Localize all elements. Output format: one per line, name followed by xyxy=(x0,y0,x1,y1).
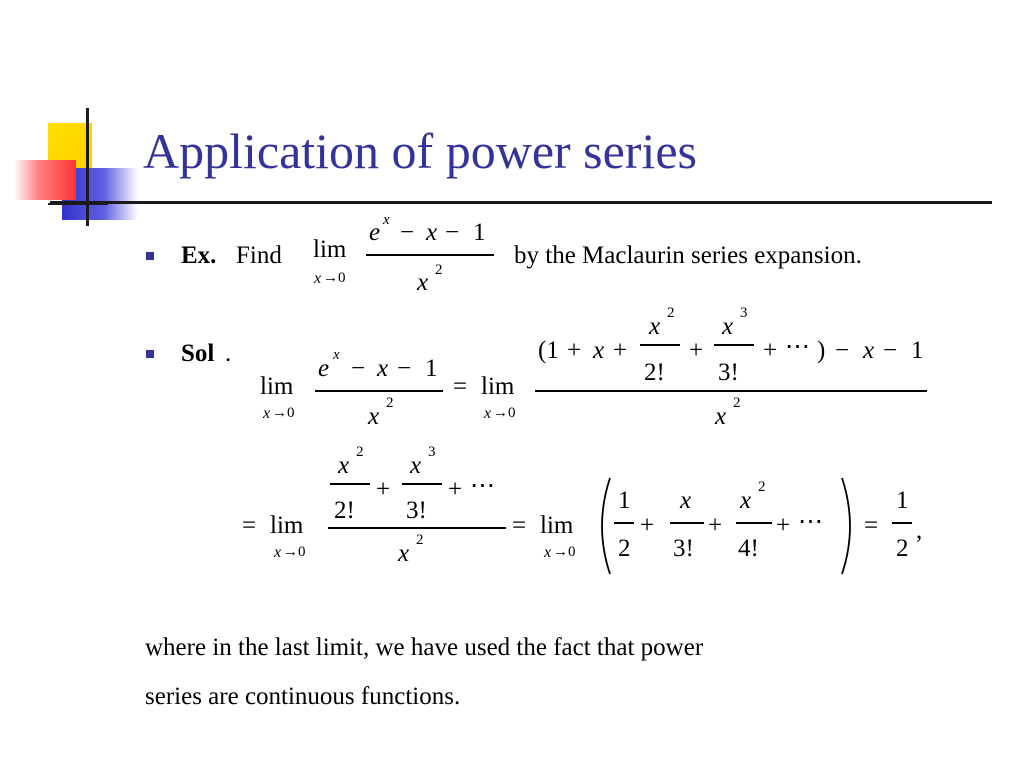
equals-sign: = xyxy=(512,512,527,539)
lim-subscript-arrow: →0 xyxy=(493,405,516,421)
numerator-one: 1 xyxy=(473,219,486,246)
term-x-squared: x xyxy=(338,452,350,479)
lim-subscript-x: x xyxy=(544,544,552,561)
plus-sign: + xyxy=(613,337,628,364)
numerator-minus-2: − xyxy=(445,219,460,246)
half-denominator: 2 xyxy=(618,535,631,562)
lim-subscript-arrow: →0 xyxy=(553,544,576,560)
left-big-paren xyxy=(592,476,614,576)
equals-sign: = xyxy=(864,512,879,539)
lim-text: lim xyxy=(260,373,294,400)
ellipsis: ⋯ xyxy=(470,472,495,499)
exp-two: 2 xyxy=(356,444,364,460)
plus-sign: + xyxy=(708,512,723,539)
ellipsis: ⋯ xyxy=(798,508,823,535)
fraction-bar xyxy=(670,522,704,524)
minus-sign: − xyxy=(835,337,850,364)
plus-sign: + xyxy=(376,476,391,503)
lim-subscript-x: x xyxy=(263,405,271,422)
note-line-2: series are continuous functions. xyxy=(145,683,461,710)
term-one: 1 xyxy=(911,337,924,364)
numerator-minus-1: − xyxy=(400,219,415,246)
close-paren: ) xyxy=(817,337,826,364)
fraction-bar-main xyxy=(328,527,506,529)
term-x: x xyxy=(863,337,875,364)
numerator-minus-2: − xyxy=(397,355,412,382)
term-x-cubed: x xyxy=(722,313,734,340)
example-find-text: Find xyxy=(236,242,282,269)
exp-two: 2 xyxy=(758,479,766,495)
bullet-solution xyxy=(146,350,154,358)
lim-text: lim xyxy=(313,236,347,263)
decor-logo xyxy=(14,108,144,228)
lim-text: lim xyxy=(481,373,515,400)
term-x-squared: x xyxy=(649,313,661,340)
fraction-bar xyxy=(402,483,442,485)
plus-sign: + xyxy=(776,512,791,539)
example-label: Ex. xyxy=(181,242,217,269)
lim-subscript-arrow: →0 xyxy=(283,544,306,560)
result-denominator: 2 xyxy=(896,535,909,562)
numerator-one: 1 xyxy=(425,355,438,382)
plus-sign: + xyxy=(567,337,582,364)
factorial-three: 3! xyxy=(406,497,427,524)
term-x: x xyxy=(593,337,605,364)
denominator-exp: 2 xyxy=(435,262,443,278)
fraction-bar xyxy=(614,522,634,524)
half-numerator: 1 xyxy=(618,487,631,514)
plus-sign: + xyxy=(689,337,704,364)
numerator-exp-x: x xyxy=(383,212,390,228)
lim-text: lim xyxy=(540,512,574,539)
numerator-x: x xyxy=(377,355,389,382)
lim-subscript-arrow: →0 xyxy=(323,270,346,286)
result-fraction-bar xyxy=(892,522,912,524)
equation-line-1 xyxy=(255,300,945,440)
denominator-exp: 2 xyxy=(416,532,424,548)
example-suffix-text: by the Maclaurin series expansion. xyxy=(514,242,862,269)
numerator-e: e xyxy=(369,219,381,246)
equals-sign: = xyxy=(242,512,257,539)
denominator-exp: 2 xyxy=(733,395,741,411)
fraction-bar xyxy=(714,344,754,346)
example-limit-expression xyxy=(310,210,500,300)
decor-red-square xyxy=(14,160,76,200)
lim-subscript-x: x xyxy=(314,270,322,287)
exp-two: 2 xyxy=(667,305,675,321)
fraction-bar xyxy=(736,522,772,524)
numerator-e: e xyxy=(318,355,330,382)
equals-sign: = xyxy=(453,373,468,400)
factorial-two: 2! xyxy=(644,359,665,386)
note-line-1: where in the last limit, we have used the fact that power xyxy=(145,634,704,661)
term-x-cubed: x xyxy=(410,452,422,479)
fraction-bar-main xyxy=(535,390,927,392)
ellipsis: ⋯ xyxy=(785,333,810,360)
denominator-x: x xyxy=(368,403,380,430)
title-underline xyxy=(50,201,992,204)
factorial-four: 4! xyxy=(738,535,759,562)
lim-subscript-arrow: →0 xyxy=(272,405,295,421)
minus-sign: − xyxy=(883,337,898,364)
bullet-example xyxy=(146,252,154,260)
lim-text: lim xyxy=(270,512,304,539)
denominator-x: x xyxy=(417,269,429,296)
solution-period: . xyxy=(225,340,232,367)
right-big-paren xyxy=(838,476,860,576)
denominator-x: x xyxy=(398,540,410,567)
numerator-minus-1: − xyxy=(351,355,366,382)
numerator-exp-x: x xyxy=(333,347,340,363)
lim-subscript-x: x xyxy=(484,405,492,422)
plus-sign: + xyxy=(763,337,778,364)
equation-line-2 xyxy=(240,440,940,580)
plus-sign: + xyxy=(448,476,463,503)
factorial-two: 2! xyxy=(334,497,355,524)
denominator-x: x xyxy=(715,403,727,430)
lim-subscript-x: x xyxy=(274,544,282,561)
open-paren-one: (1 xyxy=(538,337,559,364)
term-x: x xyxy=(680,487,692,514)
fraction-bar xyxy=(330,483,370,485)
factorial-three: 3! xyxy=(673,535,694,562)
result-numerator: 1 xyxy=(896,487,909,514)
fraction-bar xyxy=(640,344,680,346)
plus-sign: + xyxy=(640,512,655,539)
solution-label: Sol xyxy=(181,340,215,367)
factorial-three: 3! xyxy=(718,359,739,386)
fraction-bar xyxy=(366,254,494,256)
exp-three: 3 xyxy=(740,305,748,321)
term-x-squared: x xyxy=(740,487,752,514)
slide-title: Application of power series xyxy=(143,123,698,179)
trailing-comma: , xyxy=(916,517,923,544)
exp-three: 3 xyxy=(428,444,436,460)
numerator-x: x xyxy=(426,219,438,246)
decor-vertical-line xyxy=(86,108,89,226)
denominator-exp: 2 xyxy=(386,395,394,411)
fraction-bar xyxy=(315,390,443,392)
